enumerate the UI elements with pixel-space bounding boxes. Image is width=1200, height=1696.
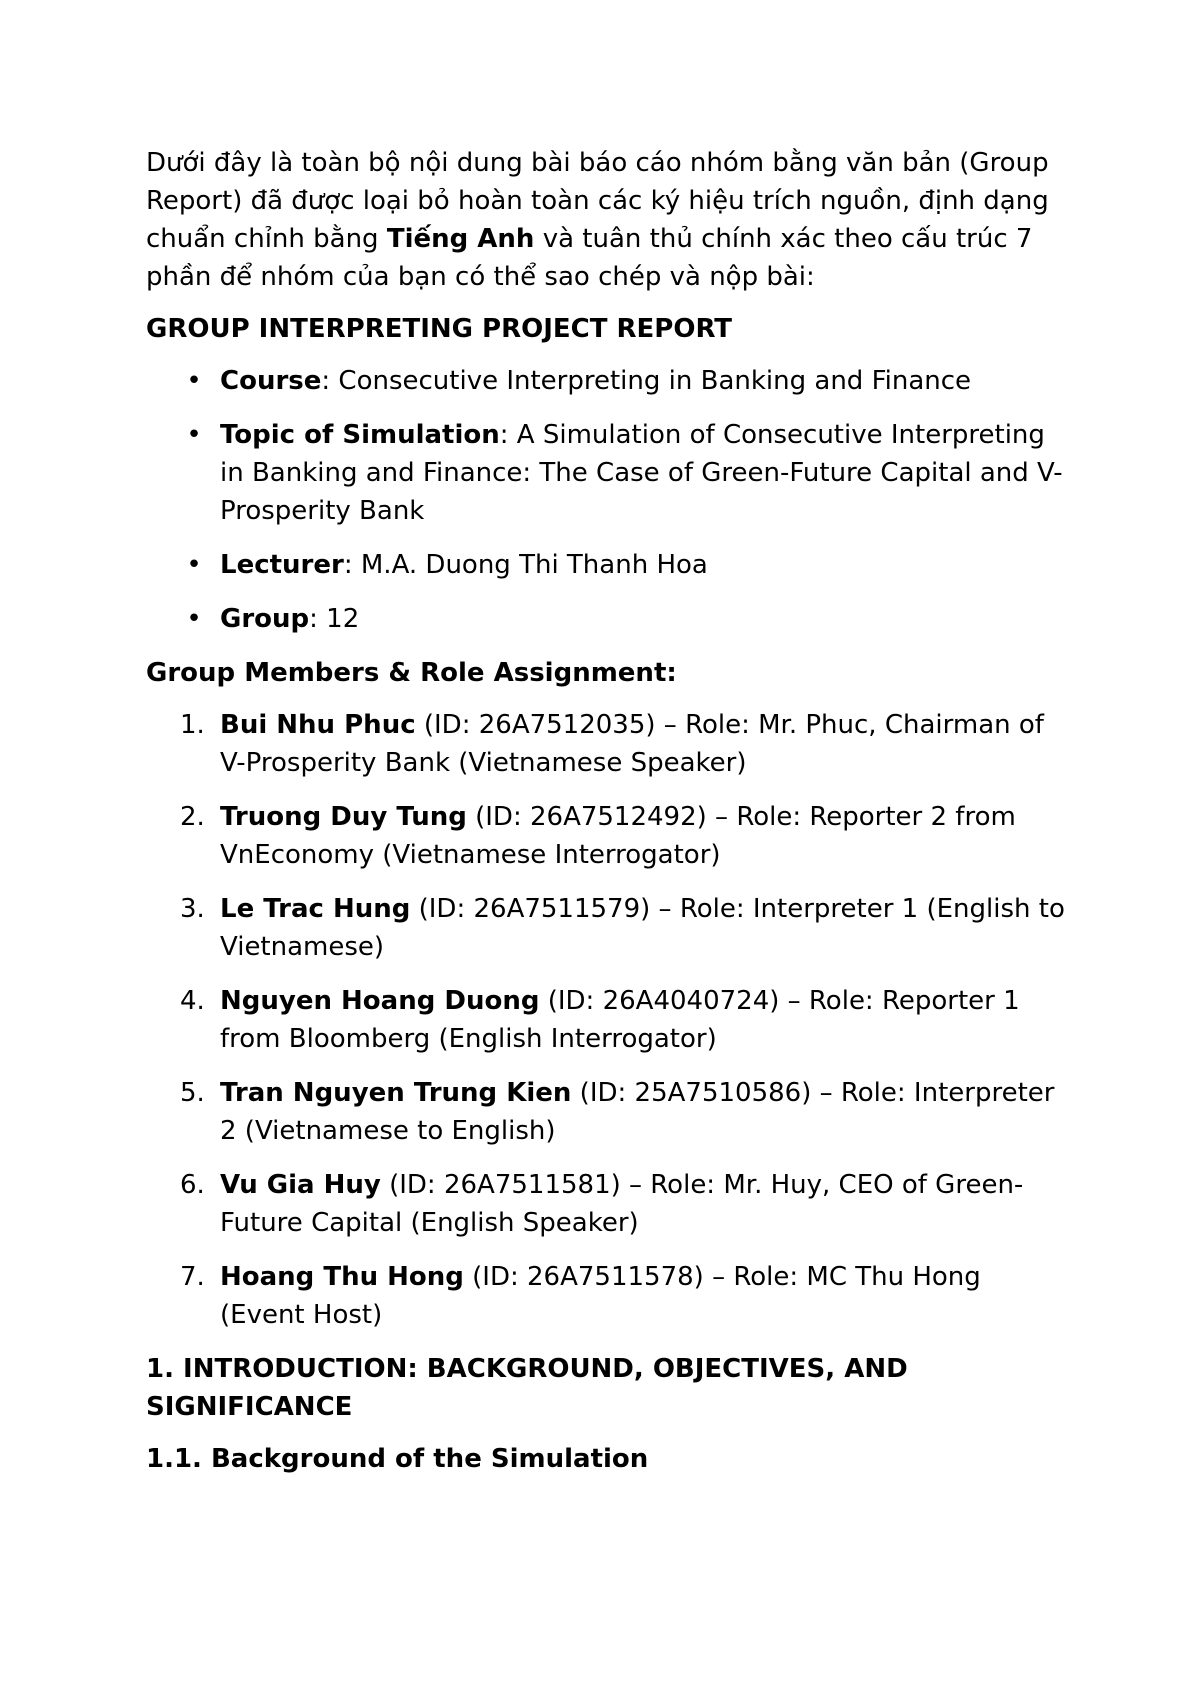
- report-title: GROUP INTERPRETING PROJECT REPORT: [146, 314, 733, 344]
- intro-text-start: Dưới đây là toàn bộ nội dung bài báo cáo nhóm bằng văn bản (Group Report) đã được loại bỏ hoàn toàn các ký hiệu trích nguồn, định dạng chuẩn chỉnh bằng: [146, 148, 1049, 254]
- section-1-1-heading: 1.1. Background of the Simulation: [146, 1444, 649, 1474]
- member-detail: (ID: 25A7510586) – Role: Interpreter 2 (Vietnamese to English): [220, 1078, 1055, 1146]
- info-value: : M.A. Duong Thi Thanh Hoa: [343, 550, 708, 580]
- member-name: Truong Duy Tung: [220, 802, 467, 832]
- member-item: [146, 798, 1066, 874]
- bullet-icon: •: [186, 366, 202, 396]
- member-detail: (ID: 26A7511581) – Role: Mr. Huy, CEO of Green-Future Capital (English Speaker): [220, 1170, 1024, 1238]
- member-number: 3.: [180, 894, 205, 924]
- member-name: Hoang Thu Hong: [220, 1262, 464, 1292]
- member-item: [146, 1258, 1066, 1334]
- member-number: 1.: [180, 710, 205, 740]
- info-item-group: [146, 600, 1066, 638]
- project-info-list: [146, 362, 1066, 638]
- info-label: Group: [220, 604, 310, 634]
- member-item: [146, 706, 1066, 782]
- members-heading: Group Members & Role Assignment:: [146, 658, 677, 688]
- members-list: [146, 706, 1066, 1334]
- member-item: [146, 1074, 1066, 1150]
- section-1-heading: 1. INTRODUCTION: BACKGROUND, OBJECTIVES, AND SIGNIFICANCE: [146, 1354, 908, 1422]
- member-name: Nguyen Hoang Duong: [220, 986, 540, 1016]
- member-number: 6.: [180, 1170, 205, 1200]
- intro-text-end: và tuân thủ chính xác theo cấu trúc 7 phần để nhóm của bạn có thể sao chép và nộp bài:: [146, 224, 1033, 292]
- member-name: Vu Gia Huy: [220, 1170, 381, 1200]
- member-number: 4.: [180, 986, 205, 1016]
- info-item-topic: [146, 416, 1066, 530]
- info-label: Topic of Simulation: [220, 420, 500, 450]
- member-detail: (ID: 26A7512492) – Role: Reporter 2 from VnEconomy (Vietnamese Interrogator): [220, 802, 1016, 870]
- member-name: Bui Nhu Phuc: [220, 710, 416, 740]
- member-number: 5.: [180, 1078, 205, 1108]
- info-value: : A Simulation of Consecutive Interpreting in Banking and Finance: The Case of Green-Future Capital and V-Prosperity Bank: [220, 420, 1063, 526]
- member-detail: (ID: 26A4040724) – Role: Reporter 1 from Bloomberg (English Interrogator): [220, 986, 1020, 1054]
- intro-bold-text: Tiếng Anh: [386, 224, 535, 254]
- member-name: Tran Nguyen Trung Kien: [220, 1078, 572, 1108]
- intro-paragraph: [146, 144, 1066, 296]
- info-item-lecturer: [146, 546, 1066, 584]
- bullet-icon: •: [186, 604, 202, 634]
- info-label: Course: [220, 366, 322, 396]
- member-name: Le Trac Hung: [220, 894, 411, 924]
- info-value: : Consecutive Interpreting in Banking and Finance: [321, 366, 972, 396]
- info-label: Lecturer: [220, 550, 344, 580]
- member-detail: (ID: 26A7511578) – Role: MC Thu Hong (Event Host): [220, 1262, 981, 1330]
- bullet-icon: •: [186, 550, 202, 580]
- info-item-course: [146, 362, 1066, 400]
- bullet-icon: •: [186, 420, 202, 450]
- member-detail: (ID: 26A7511579) – Role: Interpreter 1 (English to Vietnamese): [220, 894, 1065, 962]
- document-page: [146, 144, 1066, 1492]
- member-item: [146, 1166, 1066, 1242]
- member-number: 7.: [180, 1262, 205, 1292]
- member-item: [146, 890, 1066, 966]
- member-item: [146, 982, 1066, 1058]
- member-number: 2.: [180, 802, 205, 832]
- member-detail: (ID: 26A7512035) – Role: Mr. Phuc, Chairman of V-Prosperity Bank (Vietnamese Speaker): [220, 710, 1044, 778]
- info-value: : 12: [309, 604, 360, 634]
